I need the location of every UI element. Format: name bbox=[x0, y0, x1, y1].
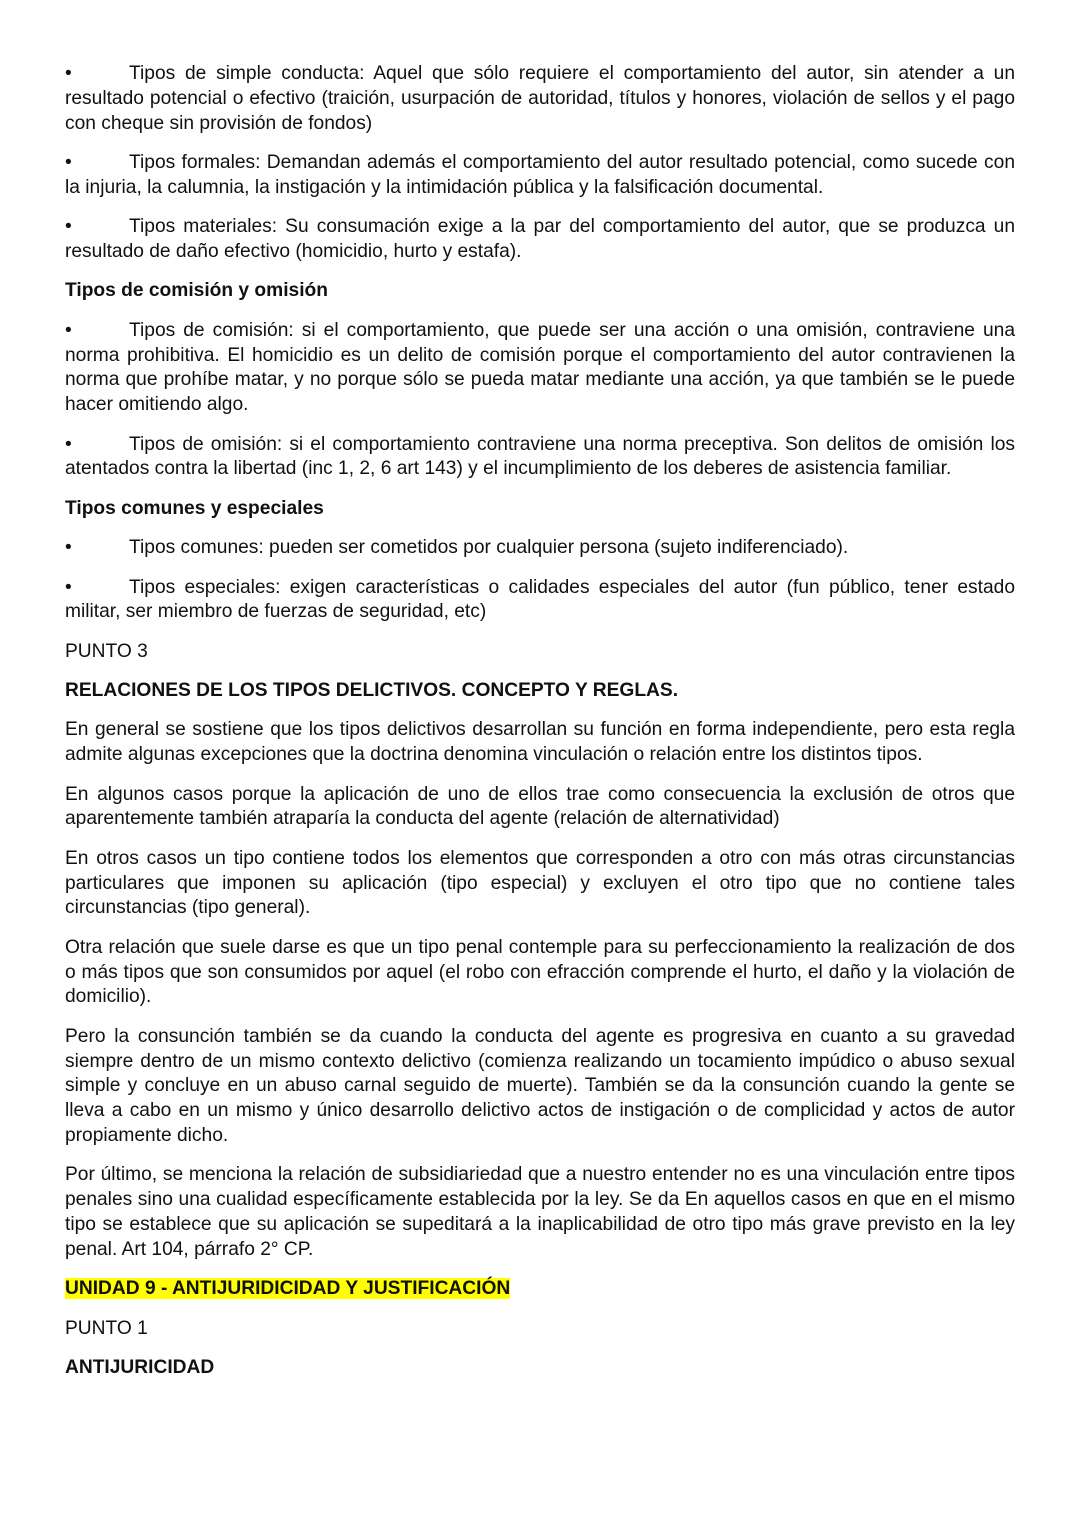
list-item bbox=[65, 536, 1015, 561]
bullet-icon: • bbox=[65, 151, 72, 173]
list-item bbox=[65, 319, 1015, 418]
section-heading-comunes: Tipos comunes y especiales bbox=[65, 497, 324, 519]
paragraph: Otra relación que suele darse es que un tipo penal contemple para su perfeccionamiento la realización de dos o más tipos que son consumidos por aquel (el robo con efracción comprende el hurto, el daño y la violación de domicilio). bbox=[65, 936, 1015, 1008]
list-item bbox=[65, 576, 1015, 626]
list-item bbox=[65, 433, 1015, 483]
section-heading-antijuricidad: ANTIJURICIDAD bbox=[65, 1356, 215, 1378]
bullet-text: Tipos de omisión: si el comportamiento contraviene una norma preceptiva. Son delitos de omisión los atentados contra la libertad (inc 1, 2, 6 art 143) y el incumplimiento de los deberes de asistencia familiar. bbox=[65, 433, 1015, 480]
bullet-text: Tipos de comisión: si el comportamiento, que puede ser una acción o una omisión, contraviene una norma prohibitiva. El homicidio es un delito de comisión porque el comportamiento del autor contravienen la norma que prohíbe matar, y no porque sólo se pueda matar mediante una acción, ya que también se le puede hacer omitiendo algo. bbox=[65, 319, 1015, 416]
section-heading-comision: Tipos de comisión y omisión bbox=[65, 280, 328, 302]
paragraph: En otros casos un tipo contiene todos los elementos que corresponden a otro con más otras circunstancias particulares que imponen su aplicación (tipo especial) y excluyen el otro tipo que no contiene tales circunstancias (tipo general). bbox=[65, 847, 1015, 919]
document-page bbox=[65, 62, 1015, 1395]
bullet-text: Tipos materiales: Su consumación exige a la par del comportamiento del autor, que se produzca un resultado de daño efectivo (homicidio, hurto y estafa). bbox=[65, 216, 1015, 262]
list-item bbox=[65, 215, 1015, 265]
bullet-icon: • bbox=[65, 433, 72, 455]
bullet-icon: • bbox=[65, 576, 72, 598]
bullet-icon: • bbox=[65, 63, 72, 84]
punto-1-label: PUNTO 1 bbox=[65, 1317, 148, 1339]
bullet-icon: • bbox=[65, 537, 72, 559]
punto-3-label: PUNTO 3 bbox=[65, 640, 148, 662]
bullet-text: Tipos de simple conducta: Aquel que sólo requiere el comportamiento del autor, sin atender a un resultado potencial o efectivo (traición, usurpación de autoridad, títulos y honores, violación de sellos y el pago con cheque sin provisión de fondos) bbox=[65, 63, 1015, 134]
paragraph: En algunos casos porque la aplicación de uno de ellos trae como consecuencia la exclusión de otros que aparentemente también atraparía la conducta del agente (relación de alternatividad) bbox=[65, 783, 1015, 830]
bullet-text: Tipos formales: Demandan además el comportamiento del autor resultado potencial, como sucede con la injuria, la calumnia, la instigación y la intimidación pública y la falsificación documental. bbox=[65, 151, 1015, 198]
section-heading-relaciones: RELACIONES DE LOS TIPOS DELICTIVOS. CONCEPTO Y REGLAS. bbox=[65, 680, 679, 702]
list-item bbox=[65, 151, 1015, 201]
bullet-text: Tipos especiales: exigen características o calidades especiales del autor (fun público, tener estado militar, ser miembro de fuerzas de seguridad, etc) bbox=[65, 576, 1015, 623]
bullet-icon: • bbox=[65, 216, 72, 238]
paragraph: Por último, se menciona la relación de subsidiariedad que a nuestro entender no es una vinculación entre tipos penales sino una cualidad específicamente establecida por la ley. Se da En aquellos casos en que en el mismo tipo se establece que su aplicación se supeditará a la inaplicabilidad de otro tipo más grave previsto en la ley penal. Art 104, párrafo 2° CP. bbox=[65, 1164, 1015, 1260]
paragraph: En general se sostiene que los tipos delictivos desarrollan su función en forma independiente, pero esta regla admite algunas excepciones que la doctrina denomina vinculación o relación entre los distintos tipos. bbox=[65, 719, 1015, 766]
list-item bbox=[65, 62, 1015, 136]
unit-heading-wrapper bbox=[65, 1277, 1015, 1302]
paragraph: Pero la consunción también se da cuando la conducta del agente es progresiva en cuanto a su gravedad siempre dentro de un mismo contexto delictivo (comienza realizando un tocamiento impúdico o abuso sexual simple y concluye en un abuso carnal seguido de muerte). También se da la consunción cuando la gente se lleva a cabo en un mismo y único desarrollo delictivo actos de instigación o de complicidad y actos de autor propiamente dicho. bbox=[65, 1025, 1015, 1146]
bullet-text: Tipos comunes: pueden ser cometidos por cualquier persona (sujeto indiferenciado). bbox=[129, 537, 849, 559]
bullet-icon: • bbox=[65, 319, 72, 341]
unit-heading: UNIDAD 9 - ANTIJURIDICIDAD Y JUSTIFICACIÓN bbox=[65, 1278, 511, 1300]
